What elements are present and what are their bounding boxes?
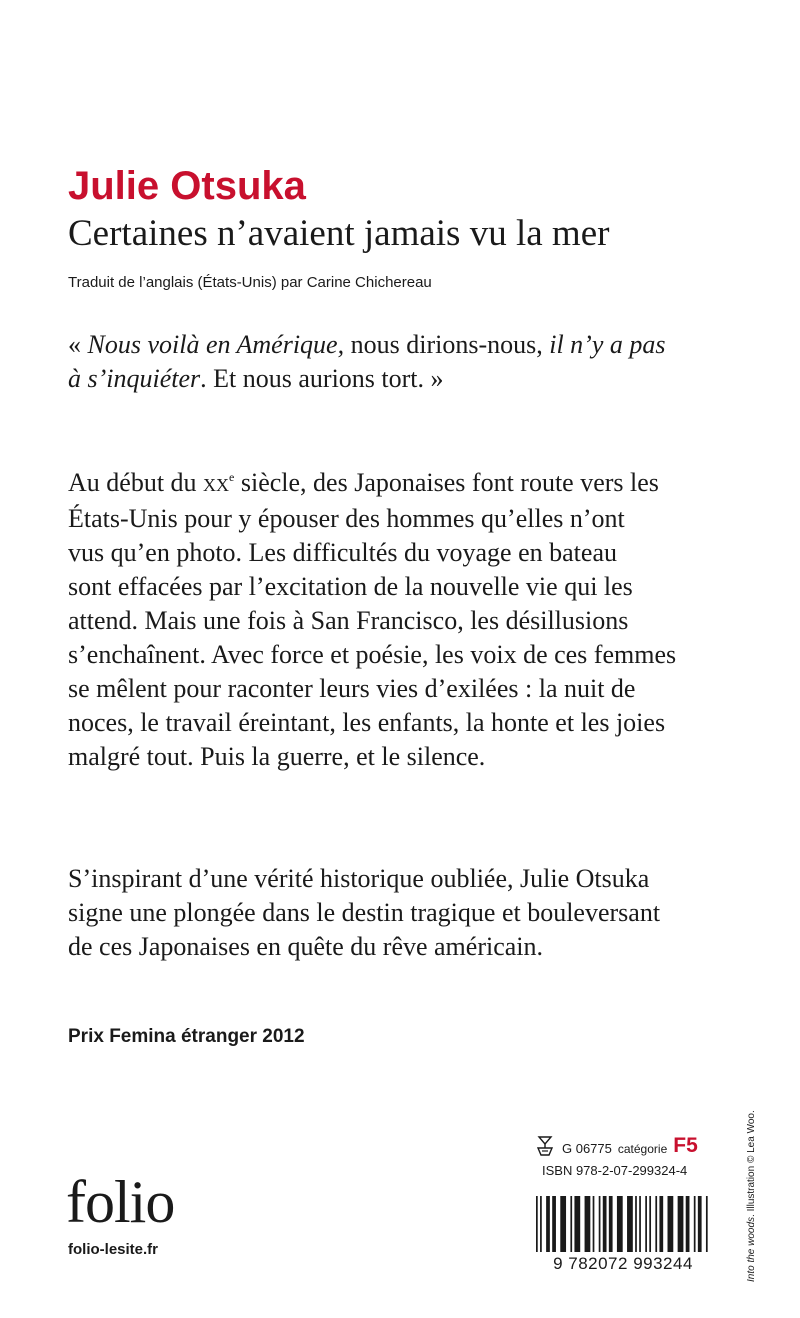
illustration-credit bbox=[745, 1052, 759, 1282]
summary-line: attend. Mais une fois à San Francisco, les désillusions bbox=[68, 606, 629, 635]
closing-line: de ces Japonaises en quête du rêve américain. bbox=[68, 932, 544, 961]
book-title: Certaines n’avaient jamais vu la mer bbox=[68, 213, 610, 254]
summary-line: malgré tout. Puis la guerre, et le silence. bbox=[68, 742, 486, 771]
prize-award: Prix Femina étranger 2012 bbox=[68, 1026, 305, 1047]
barcode bbox=[534, 1196, 712, 1280]
quote-open: « bbox=[68, 330, 88, 359]
summary-line-1-post: siècle, des Japonaises font route vers les bbox=[234, 468, 659, 497]
summary-line-1 bbox=[68, 460, 728, 502]
publisher-logo: folio bbox=[66, 1169, 175, 1235]
excerpt-quote bbox=[68, 328, 728, 396]
recycle-paper-icon bbox=[536, 1136, 554, 1156]
quote-line-2 bbox=[68, 362, 728, 396]
isbn-number: ISBN 978-2-07-299324-4 bbox=[542, 1163, 688, 1178]
century-numeral: XX bbox=[203, 475, 230, 495]
catalog-info bbox=[536, 1132, 698, 1158]
closing-line: S’inspirant d’une vérité historique oubliée, Julie Otsuka bbox=[68, 864, 650, 893]
publisher-website: folio-lesite.fr bbox=[68, 1241, 159, 1258]
barcode-digits: 9 782072 993244 bbox=[534, 1252, 712, 1276]
credit-text: . Illustration © Lea Woo. bbox=[746, 1110, 757, 1217]
century-superscript: e bbox=[229, 470, 235, 484]
quote-italic-2b: à s’inquiéter bbox=[68, 364, 201, 393]
author-name: Julie Otsuka bbox=[68, 164, 306, 208]
quote-line-1 bbox=[68, 328, 728, 362]
closing-line: signe une plongée dans le destin tragique et bouleversant bbox=[68, 898, 661, 927]
summary-line-1-pre: Au début du bbox=[68, 468, 204, 497]
quote-middle: nous dirions-nous, bbox=[344, 330, 550, 359]
category-value: F5 bbox=[673, 1134, 698, 1157]
summary-line: noces, le travail éreintant, les enfants, la honte et les joies bbox=[68, 708, 666, 737]
summary-line: États-Unis pour y épouser des hommes qu’elles n’ont bbox=[68, 504, 625, 533]
translator-credit: Traduit de l’anglais (États-Unis) par Carine Chichereau bbox=[68, 274, 432, 291]
summary-line: sont effacées par l’excitation de la nouvelle vie qui les bbox=[68, 572, 633, 601]
quote-italic-2a: il n’y a pas bbox=[549, 330, 666, 359]
category-label: catégorie bbox=[617, 1142, 668, 1156]
summary-line: s’enchaînent. Avec force et poésie, les voix de ces femmes bbox=[68, 640, 677, 669]
closing-paragraph bbox=[68, 862, 728, 964]
summary-paragraph bbox=[68, 460, 728, 774]
quote-italic-1: Nous voilà en Amérique, bbox=[87, 330, 345, 359]
catalog-code: G 06775 bbox=[562, 1141, 612, 1156]
credit-work-title: Into the woods bbox=[746, 1216, 757, 1282]
summary-line: vus qu’en photo. Les difficultés du voyage en bateau bbox=[68, 538, 617, 567]
quote-end: . Et nous aurions tort. » bbox=[200, 364, 444, 393]
summary-line: se mêlent pour raconter leurs vies d’exilées : la nuit de bbox=[68, 674, 636, 703]
